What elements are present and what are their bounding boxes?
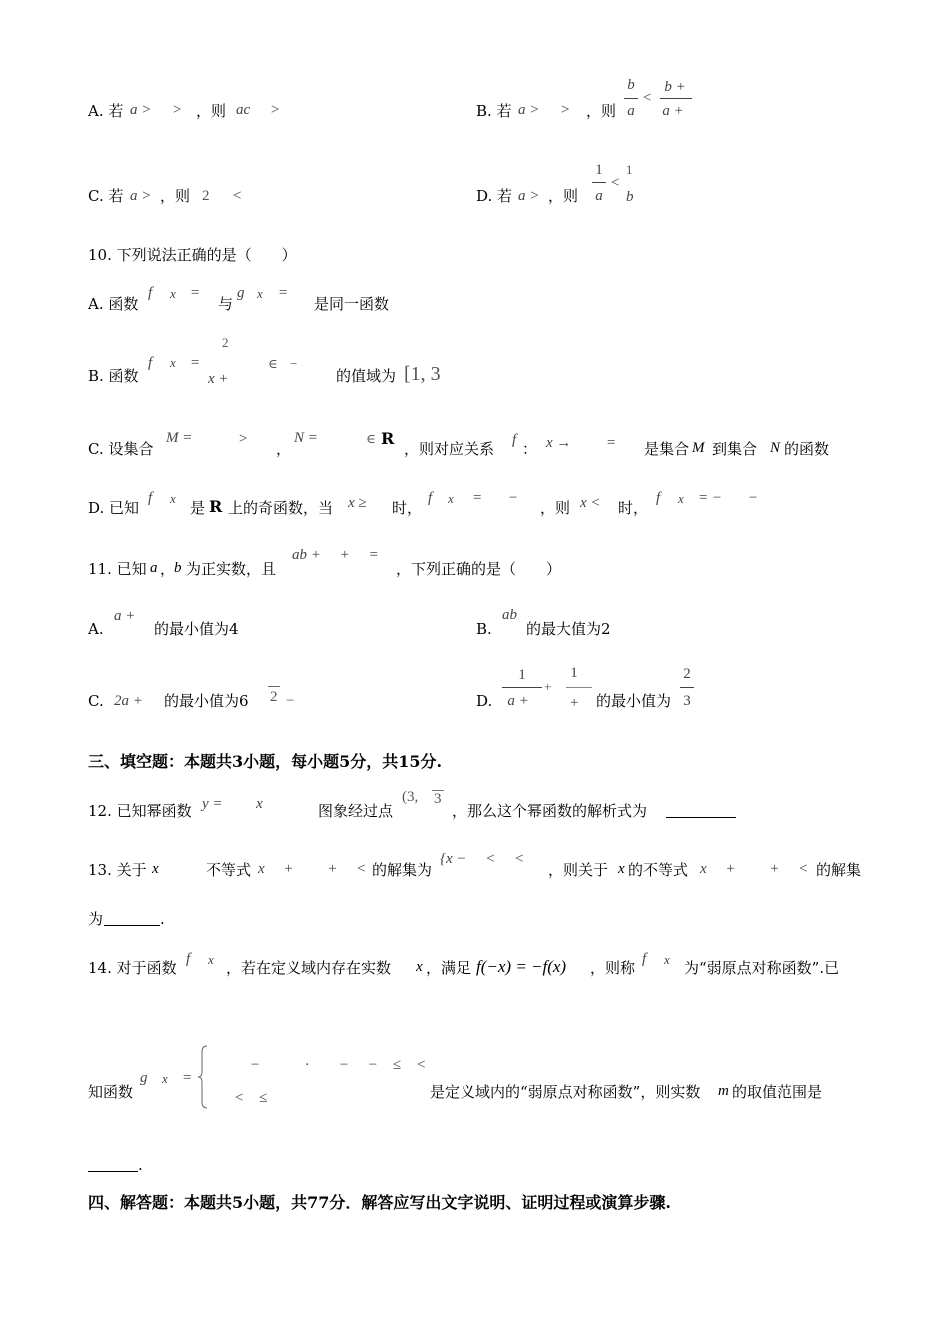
q10-a-f: f — [148, 285, 153, 301]
q10-d-cond2: x < — [580, 495, 601, 511]
q10-d-x2: x — [448, 491, 454, 506]
q12-label: 12. 已知幂函数 — [88, 802, 192, 820]
q14-dot: . — [138, 1156, 143, 1174]
q10-d-f: f — [148, 490, 153, 506]
q11-d-tail: 的最小值为 — [596, 692, 672, 710]
q12-x: x — [256, 796, 263, 812]
q10-a-with: 与 — [218, 295, 234, 313]
q10-d-is: 是 — [190, 499, 206, 517]
q10-d-mid: 上的奇函数，当 — [228, 499, 334, 517]
q13-end: 的解集 — [816, 861, 862, 879]
q14-case2: < ≤ — [234, 1090, 268, 1106]
q13-label: 13. 关于 — [88, 861, 147, 879]
q11-d-plus: + — [544, 679, 552, 694]
q9-a-then: ，则 — [196, 102, 227, 120]
q11-equation: ab + + = — [292, 547, 379, 563]
q9-d-frac-den: a — [595, 188, 603, 204]
q10-d-minus2: − — [748, 490, 759, 506]
q10-b-f: f — [148, 355, 153, 371]
q14-line2-end: 的取值范围是 — [732, 1083, 823, 1101]
q13-answer-blank — [104, 912, 160, 926]
q9-a-math-3: ac — [236, 102, 251, 118]
q14-f2: f — [642, 951, 647, 967]
q9-b-math-1: a > — [518, 102, 540, 118]
q10-stem: 10. 下列说法正确的是（ ） — [88, 246, 297, 264]
q14-mid1: ，若在定义域内存在实数 — [226, 959, 392, 977]
q13-line2: 为 — [88, 910, 104, 928]
q10-option-a-label: A. 函数 — [88, 295, 139, 313]
q10-c-M: M = — [166, 430, 193, 446]
q14-label: 14. 对于函数 — [88, 959, 177, 977]
q11-stem-mid: 为正实数，且 — [186, 560, 277, 578]
q10-d-x3: x — [678, 491, 684, 506]
q12-point: (3, — [402, 789, 419, 805]
q9-d-math-1: a > — [518, 188, 540, 204]
q11-d-frac1-den: a + — [507, 693, 529, 709]
q11-var-a: a — [150, 560, 158, 576]
q10-c-end: 的函数 — [784, 440, 830, 458]
q10-b-den: x + — [208, 371, 229, 387]
q9-b-frac1-bar — [624, 98, 638, 99]
q11-var-b: b — [174, 560, 182, 576]
q9-b-frac2-den: a + — [662, 103, 684, 119]
q14-xv: x — [416, 959, 423, 975]
q10-b-sup: 2 — [222, 335, 229, 350]
q13-mid1: 不等式 — [206, 861, 252, 879]
q10-a-x1: x — [170, 286, 176, 301]
q11-a-tail: 的最小值为4 — [154, 620, 239, 638]
q10-c-mid: ，则对应关系 — [404, 440, 495, 458]
q10-a-tail: 是同一函数 — [314, 295, 390, 313]
q11-option-d-label: D. — [476, 692, 493, 710]
q9-option-d-label: D. 若 — [476, 187, 513, 205]
q9-b-then: ，则 — [586, 102, 617, 120]
q11-d-result-num: 2 — [683, 666, 691, 682]
q10-d-R: R — [209, 497, 223, 516]
q10-b-eq: = — [190, 355, 201, 371]
q10-c-comma: ， — [276, 440, 292, 458]
q11-a-expr: a + — [114, 608, 136, 624]
q13-x: x — [152, 861, 159, 877]
q11-stem-start: 11. 已知 — [88, 560, 147, 578]
q10-c-in: ∈ — [366, 431, 376, 446]
q12-expr: y = — [202, 796, 223, 812]
q14-mid3: ，则称 — [590, 959, 636, 977]
q11-option-c-label: C. — [88, 692, 104, 710]
q11-d-frac1-num: 1 — [518, 667, 526, 683]
q9-d-math-3: b — [626, 189, 634, 205]
q12-tail: ，那么这个幂函数的解析式为 — [452, 802, 648, 820]
q11-comma: ， — [160, 560, 176, 578]
q10-c-tail: 是集合 — [644, 440, 690, 458]
q9-c-math-1: a > — [130, 188, 152, 204]
q11-c-sqrt: 2 — [270, 689, 278, 705]
q14-mid4: 为“弱原点对称函数”.已 — [684, 959, 840, 977]
q14-x2: x — [664, 952, 670, 967]
q9-d-lt: < — [610, 175, 621, 191]
q9-a-math-1: a > — [130, 102, 152, 118]
q9-a-math-2: > — [172, 102, 183, 118]
q10-c-to: 到集合 — [712, 440, 758, 458]
q11-b-tail: 的最大值为2 — [526, 620, 611, 638]
q14-line2-tail: 是定义域内的“弱原点对称函数”，则实数 — [430, 1083, 701, 1101]
q9-b-frac1-num: b — [627, 77, 635, 93]
q9-d-math-2: 1 — [626, 162, 633, 177]
q13-mid3: ，则关于 — [548, 861, 609, 879]
q11-stem-end: ，下列正确的是（ ） — [396, 560, 562, 578]
q13-x2: x — [618, 861, 625, 877]
q14-gx: x — [162, 1071, 168, 1086]
q9-option-b-label: B. 若 — [476, 102, 512, 120]
q13-ineq: x + + < — [258, 861, 367, 877]
q10-d-f3: f — [656, 490, 661, 506]
q9-c-math-3: < — [232, 188, 243, 204]
q10-c-gt: > — [238, 431, 249, 447]
q14-geq: = — [182, 1070, 193, 1086]
q10-d-then: ，则 — [540, 499, 571, 517]
q9-b-lt: < — [642, 90, 653, 106]
q10-c-N: N = — [294, 430, 318, 446]
q9-c-math-2: 2 — [202, 188, 210, 204]
q10-a-eq2: = — [278, 285, 289, 301]
q12-point-sqrt: 3 — [434, 791, 442, 807]
q10-option-b-label: B. 函数 — [88, 367, 139, 385]
q9-d-frac-num: 1 — [595, 162, 603, 178]
q9-b-frac1-den: a — [627, 103, 635, 119]
q14-line2: 知函数 — [88, 1083, 134, 1101]
section-4-title: 四、解答题：本题共5小题，共77分．解答应写出文字说明、证明过程或演算步骤. — [88, 1193, 671, 1212]
q13-mid4: 的不等式 — [628, 861, 689, 879]
q10-d-when: 时， — [392, 499, 423, 517]
q9-b-frac2-num: b + — [664, 79, 686, 95]
q10-c-M-var: M — [692, 440, 705, 456]
q11-option-b-label: B. — [476, 620, 492, 638]
q10-d-x: x — [170, 491, 176, 506]
q10-b-minus: − — [290, 356, 298, 371]
q11-d-frac2-num: 1 — [570, 665, 578, 681]
q9-d-frac-bar — [592, 182, 606, 183]
q14-condition: f(−x) = −f(x) — [476, 957, 567, 976]
q10-d-eq: = — [472, 490, 483, 506]
q10-d-when2: 时， — [618, 499, 649, 517]
q9-d-then: ，则 — [548, 187, 579, 205]
q9-b-math-2: > — [560, 102, 571, 118]
q10-c-colon: ： — [522, 440, 538, 458]
q13-set: {x − < < — [440, 851, 525, 867]
q11-b-expr: ab — [502, 607, 517, 623]
q10-d-expr: = − — [698, 490, 722, 506]
section-3-title: 三、填空题：本题共3小题，每小题5分，共15分. — [88, 752, 443, 771]
q14-case1: − · − − ≤ < — [250, 1057, 427, 1073]
q14-x: x — [208, 952, 214, 967]
q13-dot: . — [160, 910, 165, 928]
q14-f: f — [186, 951, 191, 967]
q14-answer-blank — [88, 1158, 138, 1172]
q11-d-result-bar — [680, 687, 694, 688]
q11-c-sqrt-bar — [268, 686, 280, 687]
q10-b-range: [1, 3 — [404, 363, 441, 385]
q10-option-c-label: C. 设集合 — [88, 440, 154, 458]
q10-c-eq: = — [606, 435, 617, 451]
q10-a-x2: x — [257, 286, 263, 301]
q9-b-frac2-bar — [660, 98, 692, 99]
piecewise-brace-icon — [197, 1044, 211, 1110]
q10-c-map: x → — [546, 435, 572, 451]
q12-mid: 图象经过点 — [318, 802, 394, 820]
q9-option-c-label: C. 若 — [88, 187, 124, 205]
q11-c-tail: 的最小值为6 — [164, 692, 249, 710]
q10-a-eq1: = — [190, 285, 201, 301]
q10-c-R: R — [381, 429, 395, 448]
q10-b-x: x — [170, 355, 176, 370]
q13-ineq2: x + + < — [700, 861, 809, 877]
q11-c-minus: − — [286, 693, 295, 709]
q11-d-result-den: 3 — [683, 693, 691, 709]
q10-option-d-label: D. 已知 — [88, 499, 140, 517]
q9-option-a-label: A. 若 — [88, 102, 124, 120]
q11-d-frac2-den: + — [568, 695, 580, 711]
q14-g: g — [140, 1070, 148, 1086]
q11-option-a-label: A. — [88, 620, 104, 638]
q11-c-expr: 2a + — [114, 693, 143, 709]
q14-m: m — [718, 1083, 729, 1099]
q11-d-frac2-bar — [566, 687, 592, 688]
q12-answer-blank — [666, 804, 736, 818]
q11-d-frac1-bar — [502, 687, 542, 688]
q10-d-minus: − — [508, 490, 519, 506]
q10-b-in: ∈ — [268, 356, 278, 371]
q10-b-tail: 的值域为 — [336, 367, 397, 385]
q14-mid2: ，满足 — [426, 959, 472, 977]
q10-d-cond1: x ≥ — [348, 495, 367, 511]
q13-mid2: 的解集为 — [372, 861, 433, 879]
q9-a-math-4: > — [270, 102, 281, 118]
q10-c-N-var: N — [770, 440, 781, 456]
q10-a-g: g — [237, 285, 245, 301]
q9-c-then: ，则 — [160, 187, 191, 205]
q10-d-f2: f — [428, 490, 433, 506]
q10-c-f: f — [512, 432, 517, 448]
